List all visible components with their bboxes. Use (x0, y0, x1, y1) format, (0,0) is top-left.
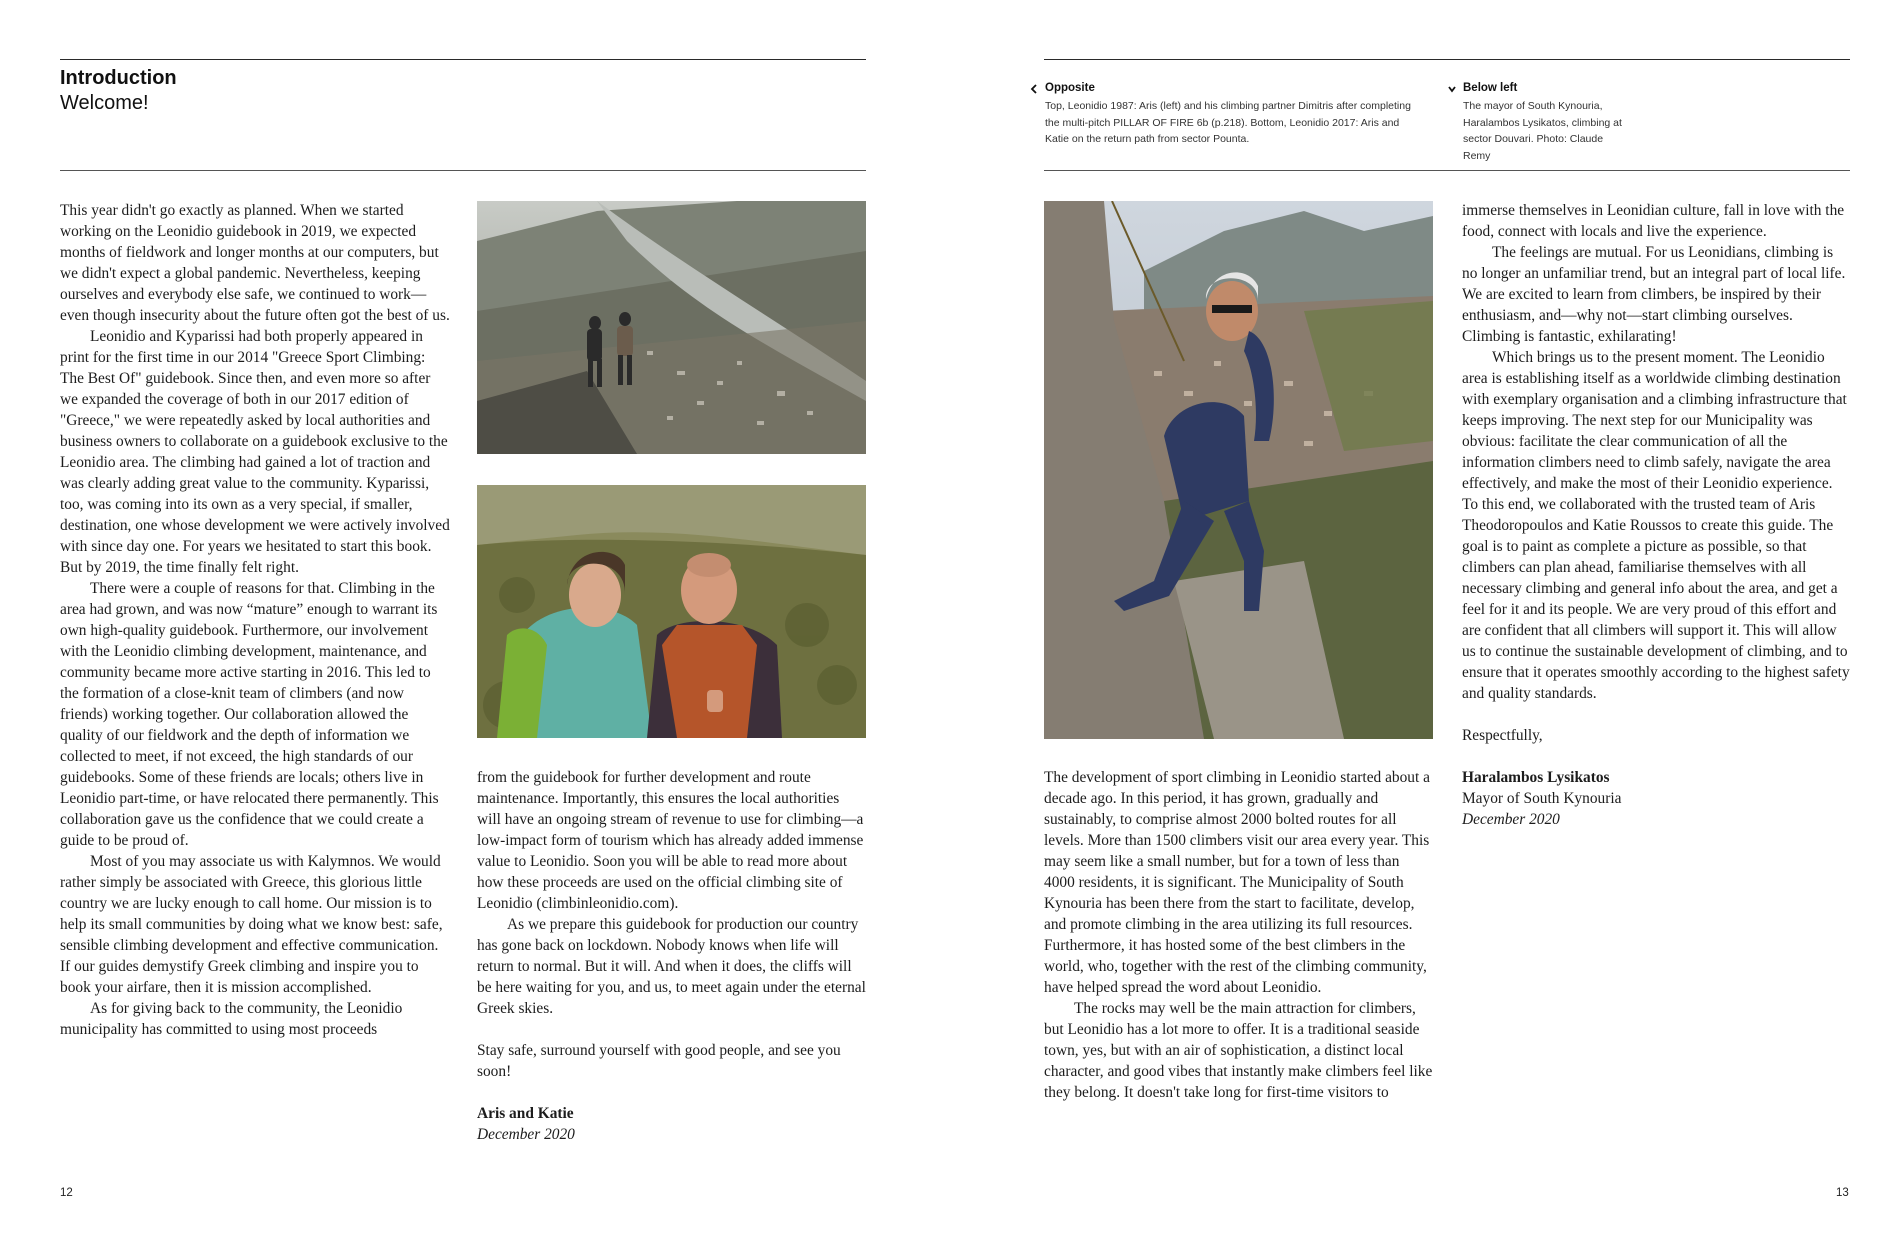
signature-role: Mayor of South Kynouria (1462, 790, 1622, 807)
paragraph: This year didn't go exactly as planned. When we started working on the Leonidio guidebook in 2019, we expected months of fieldwork and longer months at our computers, but we didn't expect a global pandemic. Nevertheless, keeping ourselves and everybody else safe, we continued to work—even though insecurity about the future often got the best of us. (60, 202, 450, 324)
left-column-1 (60, 200, 450, 1040)
caption-below-left-text: The mayor of South Kynouria, Haralambos Lysikatos, climbing at sector Douvari. Photo: Claude Remy (1463, 100, 1622, 162)
paragraph: from the guidebook for further development and route maintenance. Importantly, this ensures the local authorities will have an ongoing stream of revenue to use for climbing—a low-impact form of tourism which has already added immense value to Leonidio. Soon you will be able to read more about how these proceeds are used on the official climbing site of Leonidio (climbinleonidio.com). (477, 769, 864, 912)
paragraph: As for giving back to the community, the Leonidio municipality has committed to using most proceeds (60, 1000, 403, 1038)
chevron-down-icon (1448, 84, 1456, 94)
header-rule-left (60, 170, 866, 171)
top-rule-right (1044, 59, 1850, 60)
paragraph: Leonidio and Kyparissi had both properly appeared in print for the first time in our 2014 "Greece Sport Climbing: The Best Of" guidebook. Since then, and even more so after we expanded the coverage of both in our 2017 edition of "Greece," we were repeatedly asked by local authorities and business owners to collaborate on a guidebook exclusive to the Leonidio area. The climbing had gained a lot of traction and was clearly adding great value to the community. Kyparissi, too, was coming into its own as a very special, if smaller, destination, one whose development we were actively involved with since day one. For years we hesitated to start this book. But by 2019, the time finally felt right. (60, 328, 450, 576)
caption-below-left (1448, 80, 1648, 164)
caption-opposite-text: Top, Leonidio 1987: Aris (left) and his climbing partner Dimitris after completing the multi-pitch PILLAR OF FIRE 6b (p.218). Bottom, Leonidio 2017: Aris and Katie on the return path from sector Pounta. (1045, 100, 1411, 145)
signature-name: Haralambos Lysikatos (1462, 769, 1610, 786)
paragraph: The feelings are mutual. For us Leonidians, climbing is no longer an unfamiliar trend, but an integral part of local life. We are excited to learn from climbers, be inspired by their enthusiasm, and—why not—start climbing ourselves. Climbing is fantastic, exhilarating! (1462, 244, 1846, 345)
page-number-left: 12 (60, 1187, 73, 1199)
paragraph: The rocks may well be the main attraction for climbers, but Leonidio has a lot more to offer. It is a traditional seaside town, yes, but with an air of sophistication, a distinct local character, and good vibes that instantly make climbers feel like they belong. It doesn't take long for first-time visitors to (1044, 1000, 1433, 1101)
paragraph: Most of you may associate us with Kalymnos. We would rather simply be associated with Greece, this glorious little country we are lucky enough to call home. Our mission is to help its small communities by doing what we know best: safe, sensible climbing development and effective communication. If our guides demystify Greek climbing and inspire you to book your airfare, then it is mission accomplished. (60, 853, 443, 996)
photo-mayor-climbing (1044, 201, 1433, 739)
photo-leonidio-1987 (477, 201, 866, 454)
paragraph: Which brings us to the present moment. The Leonidio area is establishing itself as a worldwide climbing destination with exemplary organisation and a climbing infrastructure that keeps improving. The next step for our Municipality was obvious: facilitate the clear communication of all the information climbers need to climb safely, navigate the area effectively, and make the most of their Leonidio experience. To this end, we collaborated with the trusted team of Aris Theodoropoulos and Katie Roussos to create this guide. The goal is to paint as complete a picture as possible, so that climbers can plan ahead, familiarise themselves with all necessary climbing and general info about the area, and get a feel for it and its people. We are very proud of this effort and are confident that all climbers will support it. This will allow us to continue the sustainable development of climbing, and to ensure that it operates smoothly according to the highest safety and quality standards. (1462, 349, 1850, 702)
paragraph: Respectfully, (1462, 727, 1543, 744)
paragraph: immerse themselves in Leonidian culture, fall in love with the food, connect with locals and live the experience. (1462, 202, 1845, 240)
header-rule-right (1044, 170, 1850, 171)
right-column-2 (1462, 200, 1852, 830)
caption-opposite (1030, 80, 1430, 148)
paragraph: There were a couple of reasons for that. Climbing in the area had grown, and was now “mature” enough to warrant its own high-quality guidebook. Furthermore, our involvement with the Leonidio climbing development, maintenance, and community became more active starting in 2016. This led to the formation of a close-knit team of climbers (and now friends) working together. Our collaboration allowed the quality of our fieldwork and the depth of information we collected to meet, if not exceed, the high standards of our guidebooks. Some of these friends are locals; others live in Leonidio part-time, or have relocated there permanently. This collaboration gave us the confidence that we could create a guide to be proud of. (60, 580, 439, 849)
signature-date: December 2020 (1462, 811, 1560, 828)
section-subtitle: Welcome! (60, 92, 149, 114)
right-column-1 (1044, 767, 1434, 1103)
page-number-right: 13 (1836, 1187, 1849, 1199)
paragraph: The development of sport climbing in Leonidio started about a decade ago. In this period, it has grown, gradually and sustainably, to comprise almost 2000 bolted routes for all levels. More than 1500 climbers visit our area every year. This may seem like a small number, but for a town of less than 4000 residents, it is significant. The Municipality of South Kynouria has been there from the start to facilitate, develop, and promote climbing in the area utilizing its full resources. Furthermore, it has hosted some of the best climbers in the world, who, together with the rest of the climbing community, have helped spread the word about Leonidio. (1044, 769, 1430, 996)
top-rule-left (60, 59, 866, 60)
signature-date: December 2020 (477, 1126, 575, 1143)
caption-opposite-title: Opposite (1045, 82, 1095, 94)
caption-below-left-title: Below left (1463, 82, 1518, 94)
left-column-2 (477, 767, 867, 1145)
paragraph: As we prepare this guidebook for production our country has gone back on lockdown. Nobody knows when life will return to normal. But it will. And when it does, the cliffs will be here waiting for you, and us, to meet again under the eternal Greek skies. (477, 916, 866, 1017)
photo-leonidio-2017 (477, 485, 866, 738)
paragraph: Stay safe, surround yourself with good people, and see you soon! (477, 1042, 841, 1080)
chevron-left-icon (1030, 84, 1038, 94)
signature-name: Aris and Katie (477, 1105, 574, 1122)
section-title: Introduction (60, 67, 177, 89)
